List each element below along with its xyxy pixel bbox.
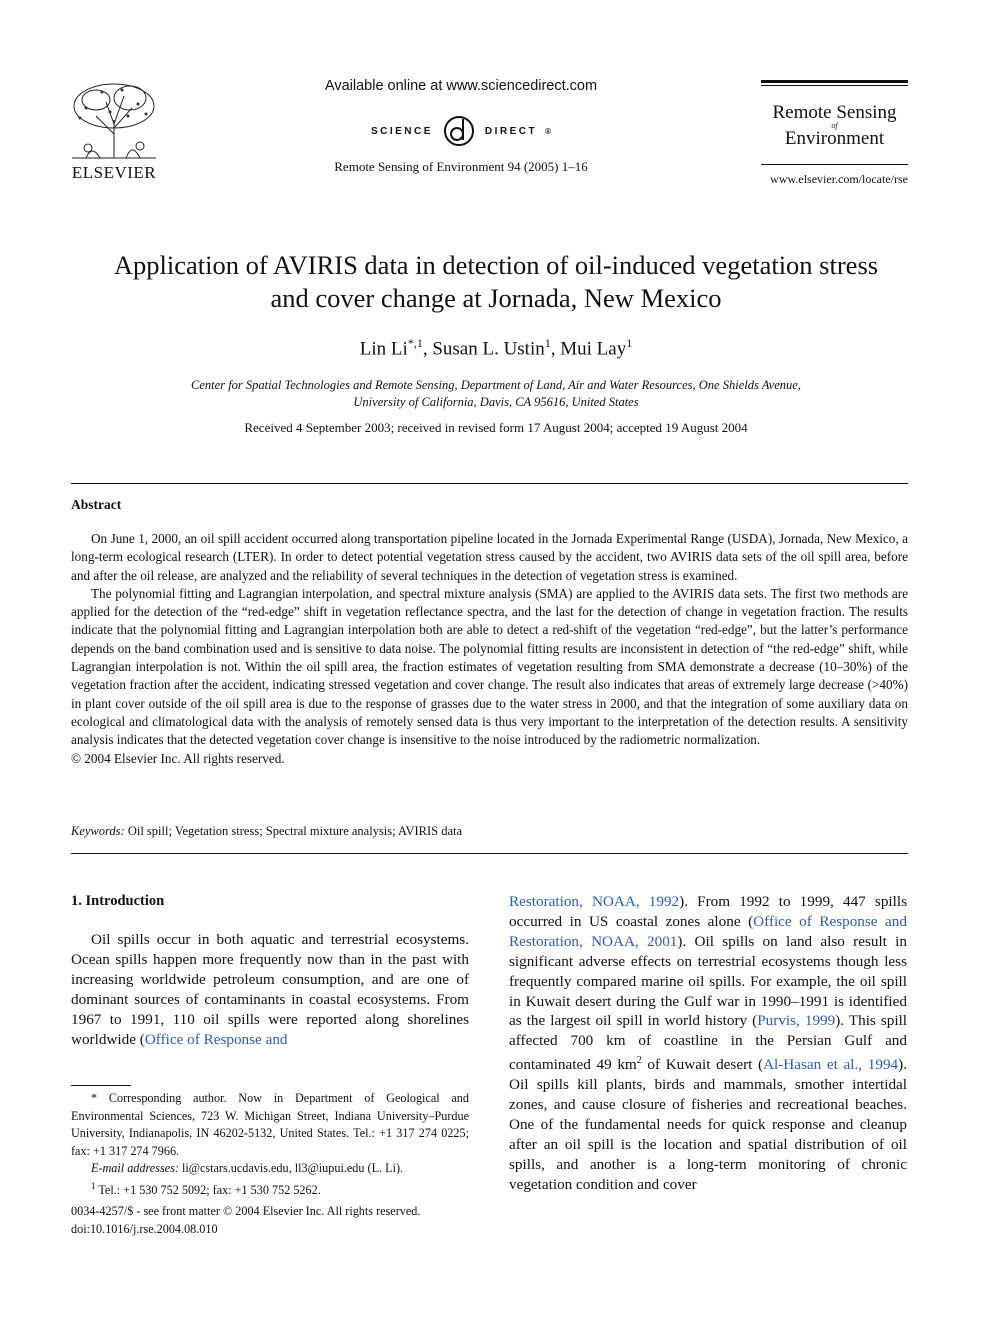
issn-line: 0034-4257/$ - see front matter © 2004 Elsevier Inc. All rights reserved. bbox=[71, 1204, 421, 1218]
journal-name-line1: Remote Sensing bbox=[772, 102, 897, 123]
citation-link[interactable]: Office of Response and bbox=[144, 1030, 288, 1048]
author-sup: 1 bbox=[626, 336, 633, 350]
author-list: Lin $Li^{*,1}$, Susan L. Ustin$^1$, Mui Lay$^1$ bbox=[359, 336, 633, 360]
title-line2: and cover change at Jornada, New Mexico bbox=[270, 283, 722, 313]
footnote-1: $^1$ Tel.: +1 530 752 5092; fax: +1 530 752 5262. bbox=[91, 1180, 321, 1198]
citation-link[interactable]: Purvis, 1999 bbox=[757, 1012, 836, 1030]
journal-url[interactable]: www.elsevier.com/locate/rse bbox=[770, 172, 908, 186]
citation-link[interactable]: Office of Response and Restoration, NOAA, 2001 bbox=[509, 912, 907, 950]
abstract-paragraph: The polynomial fitting and Lagrangian interpolation, and spectral mixture analysis (SMA) are applied to the AVIRIS data sets. The first two methods are applied for the detection of the “red-edge” shift in vegetation reflectance spectra, and the last for the detection of change in vegetation fraction. The results indicate that the polynomial fitting and Lagrangian interpolation both are able to detect a red-shift of the vegetation “red-edge”, but the latter’s performance depends on the band combination used and is sensitive to data noise. The polynomial fitting results are inconsistent in detection of “the red-edge” shift, while Lagrangian interpolation is not. Within the oil spill area, the fraction estimates of vegetation resulting from SMA demonstrate a decrease (10–30%) of the vegetation fraction after the accident, indicating stressed vegetation and cover change. The result also indicates that areas of extremely large decrease (>40%) in plant cover outside of the oil spill area is due to the response of grasses due to the water stress in 2000, and that the integration of some auxiliary data on ecological and climatological data with the analysis of remotely sensed data is thus very important to the interpretation of the detection results. A sensitivity analysis indicates that the detected vegetation cover change is insensitive to the noise introduced by the radiometric normalization. bbox=[71, 585, 908, 748]
sd-mark: ® bbox=[545, 126, 552, 136]
article-dates: Received 4 September 2003; received in revised form 17 August 2004; accepted 19 August 2004 bbox=[244, 420, 748, 435]
platform-logo bbox=[300, 112, 622, 150]
journal-name-line2: Environment bbox=[784, 128, 885, 149]
masthead-rule-bottom bbox=[761, 164, 908, 165]
masthead-rule bbox=[761, 80, 908, 83]
footnote-email: E-mail addresses: li@cstars.ucdavis.edu, ll3@iupui.edu (L. Li). bbox=[91, 1161, 404, 1176]
intro-paragraph: Oil spills occur in both aquatic and terrestrial ecosystems. Ocean spills happen more frequently now than in the past with increasing worldwide petroleum consumption, and are one of dominant sources of contaminants in coastal ecosystems. From 1967 to 1991, 110 oil spills were reported along shorelines worldwide (Office of Response and bbox=[71, 931, 469, 1048]
article-title bbox=[60, 249, 932, 315]
publisher-name: ELSEVIER bbox=[71, 163, 157, 182]
keywords-label: Keywords: bbox=[71, 824, 125, 838]
journal-citation: Remote Sensing of Environment 94 (2005) 1–16 bbox=[334, 159, 588, 174]
divider-top bbox=[71, 483, 908, 484]
footnote-corresponding: * Corresponding author. Now in Department of Geological and Environmental Sciences, 723 W. Michigan Street, Indiana University–Purdue University, Indianapolis, IN 46202-5132, United States. Tel.: +1 317 274 0225; fax: +1 317 274 7966. bbox=[71, 1091, 469, 1158]
author-sup: 1 bbox=[544, 336, 551, 350]
column-left bbox=[71, 893, 469, 1049]
journal-name-of: of bbox=[831, 121, 838, 130]
divider-bottom bbox=[71, 853, 908, 854]
platform-header bbox=[300, 76, 622, 175]
author-sup: *,1 bbox=[407, 336, 423, 350]
footnotes bbox=[71, 1090, 469, 1200]
author-name: Mui Lay bbox=[560, 338, 627, 360]
citation-link[interactable]: Restoration, NOAA, 1992 bbox=[509, 893, 680, 910]
abstract-heading: Abstract bbox=[71, 497, 122, 512]
affiliation: Center for Spatial Technologies and Remote Sensing, Department of Land, Air and Water Resources, One Shields Avenue, University of California, Davis, CA 95616, United States bbox=[191, 378, 801, 409]
footnote-rule bbox=[71, 1085, 131, 1086]
title-line1: Application of AVIRIS data in detection of oil-induced vegetation stress bbox=[113, 250, 879, 280]
section-heading: 1. Introduction bbox=[71, 893, 165, 909]
author-name: Susan L. Ustin bbox=[432, 338, 545, 360]
sd-word-left: SCIENCE bbox=[370, 125, 433, 137]
keywords bbox=[71, 824, 908, 839]
abstract-body bbox=[71, 530, 908, 768]
keywords-list: Oil spill; Vegetation stress; Spectral mixture analysis; AVIRIS data bbox=[127, 824, 463, 838]
sd-word-right: DIRECT bbox=[484, 125, 538, 137]
masthead-rule-thin bbox=[761, 85, 908, 86]
column-right bbox=[509, 892, 907, 1195]
citation-link[interactable]: Al-Hasan et al., 1994 bbox=[763, 1056, 899, 1074]
journal-masthead bbox=[761, 80, 908, 187]
tree-logo-icon bbox=[66, 78, 162, 162]
abstract-paragraph: On June 1, 2000, an oil spill accident occurred along transportation pipeline located in the Jornada Experimental Range (USDA), Jornada, New Mexico, a long-term ecological research (LTER). In order to detect potential vegetation stress caused by the accident, two AVIRIS data sets of the oil spill area, before and after the oil release, are analyzed and the reliability of several techniques in the detection of vegetation stress is examined. bbox=[71, 531, 908, 583]
doi-line[interactable]: doi:10.1016/j.rse.2004.08.010 bbox=[71, 1221, 218, 1236]
intro-paragraph-continued: Restoration, NOAA, 1992). From 1992 to 1999, 447 spills occurred in US coastal zones alone (Office of Response and Restoration, NOAA, 2001). Oil spills on land also result in significant adverse effects on terrestrial ecosystems though less frequently compared marine oil spills. For example, the oil spill in Kuwait desert during the Gulf war in 1990–1991 is identified as the largest oil spill in world history (Purvis, 1999). This spill affected 700 km of coastline in the Persian Gulf and contaminated 49 $km^2$ of Kuwait desert (Al-Hasan et al., 1994). Oil spills kill plants, birds and mammals, smother intertidal zones, and cause closure of fisheries and recreational beaches. One of the fundamental needs for quick response and cleanup after an oil spill is the location and spatial distribution of oil spills, and another is a long-term monitoring of chronic vegetation condition and cover bbox=[509, 893, 908, 1193]
copyright-line: © 2004 Elsevier Inc. All rights reserved. bbox=[71, 750, 285, 766]
superscript: 2 bbox=[636, 1055, 642, 1067]
available-online: Available online at www.sciencedirect.com bbox=[324, 78, 598, 94]
front-matter bbox=[71, 1203, 491, 1238]
sd-at-icon bbox=[441, 113, 477, 149]
author-name: Lin Li bbox=[359, 338, 408, 360]
